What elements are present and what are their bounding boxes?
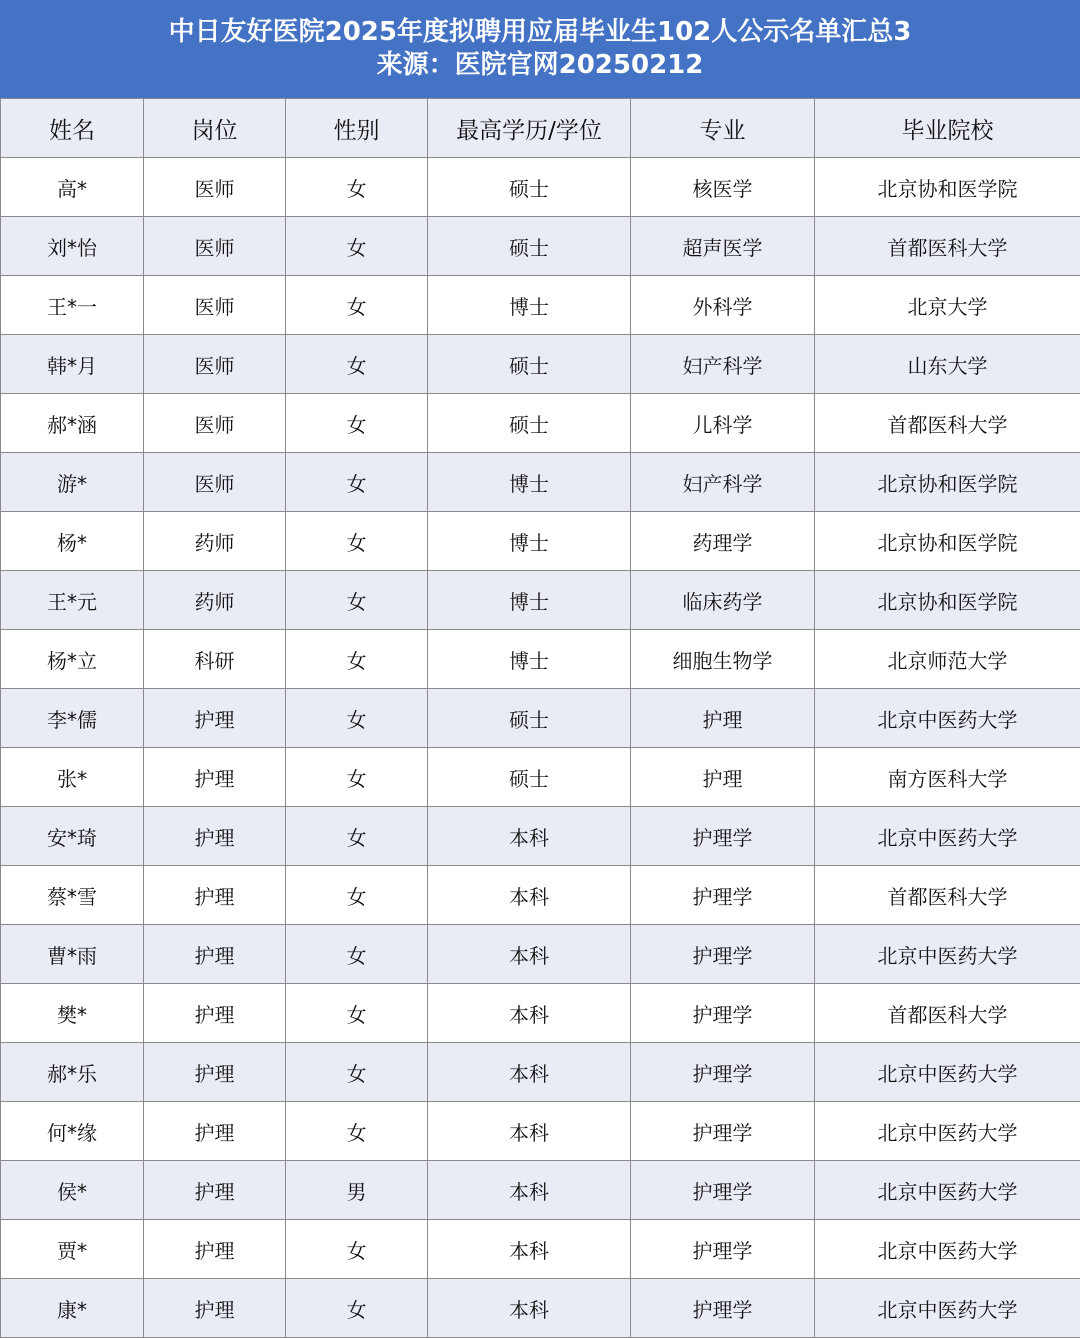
table-row [1,512,1080,571]
cell-degree: 硕士 [428,748,631,807]
cell-name: 王*一 [1,276,144,335]
cell-school: 首都医科大学 [815,217,1080,276]
cell-name: 康* [1,1279,144,1338]
cell-major: 护理 [631,689,815,748]
cell-gender: 女 [286,276,428,335]
table-row [1,158,1080,217]
cell-gender: 女 [286,512,428,571]
cell-major: 护理学 [631,1043,815,1102]
table-row [1,276,1080,335]
cell-school: 北京协和医学院 [815,512,1080,571]
cell-major: 儿科学 [631,394,815,453]
cell-degree: 博士 [428,512,631,571]
cell-gender: 男 [286,1161,428,1220]
cell-position: 护理 [144,1279,286,1338]
column-header-degree: 最高学历/学位 [428,99,631,158]
cell-major: 核医学 [631,158,815,217]
cell-degree: 硕士 [428,689,631,748]
table-row [1,807,1080,866]
cell-gender: 女 [286,630,428,689]
cell-name: 韩*月 [1,335,144,394]
cell-gender: 女 [286,1102,428,1161]
cell-position: 护理 [144,866,286,925]
cell-degree: 硕士 [428,217,631,276]
cell-name: 贾* [1,1220,144,1279]
cell-name: 安*琦 [1,807,144,866]
cell-position: 护理 [144,925,286,984]
cell-school: 北京中医药大学 [815,689,1080,748]
cell-school: 北京中医药大学 [815,1279,1080,1338]
cell-position: 药师 [144,512,286,571]
table-row [1,630,1080,689]
cell-position: 护理 [144,1102,286,1161]
candidate-table [0,98,1080,1338]
table-row [1,689,1080,748]
cell-major: 护理学 [631,866,815,925]
table-row [1,866,1080,925]
cell-major: 超声医学 [631,217,815,276]
cell-name: 游* [1,453,144,512]
cell-school: 北京协和医学院 [815,571,1080,630]
cell-gender: 女 [286,217,428,276]
cell-position: 药师 [144,571,286,630]
cell-gender: 女 [286,394,428,453]
cell-school: 北京中医药大学 [815,1102,1080,1161]
cell-school: 北京中医药大学 [815,1220,1080,1279]
cell-school: 山东大学 [815,335,1080,394]
table-row [1,335,1080,394]
cell-major: 护理学 [631,807,815,866]
cell-school: 北京协和医学院 [815,158,1080,217]
cell-gender: 女 [286,866,428,925]
cell-degree: 博士 [428,571,631,630]
cell-school: 北京师范大学 [815,630,1080,689]
cell-name: 王*元 [1,571,144,630]
cell-major: 护理学 [631,1279,815,1338]
cell-gender: 女 [286,158,428,217]
cell-gender: 女 [286,453,428,512]
cell-position: 护理 [144,1161,286,1220]
cell-degree: 本科 [428,1220,631,1279]
cell-school: 北京中医药大学 [815,925,1080,984]
table-row [1,748,1080,807]
table-row [1,571,1080,630]
cell-name: 郝*涵 [1,394,144,453]
source-line: 来源：医院官网20250212 [377,49,704,82]
cell-school: 北京大学 [815,276,1080,335]
cell-degree: 博士 [428,276,631,335]
cell-school: 北京中医药大学 [815,807,1080,866]
cell-position: 医师 [144,158,286,217]
table-row [1,453,1080,512]
cell-major: 临床药学 [631,571,815,630]
cell-position: 护理 [144,1043,286,1102]
cell-name: 杨* [1,512,144,571]
cell-major: 细胞生物学 [631,630,815,689]
cell-degree: 博士 [428,630,631,689]
cell-position: 医师 [144,394,286,453]
cell-major: 护理学 [631,984,815,1043]
cell-major: 护理学 [631,1102,815,1161]
cell-degree: 本科 [428,925,631,984]
cell-name: 高* [1,158,144,217]
cell-gender: 女 [286,1279,428,1338]
cell-position: 医师 [144,276,286,335]
cell-degree: 本科 [428,1102,631,1161]
cell-gender: 女 [286,689,428,748]
cell-degree: 本科 [428,1279,631,1338]
cell-name: 张* [1,748,144,807]
cell-gender: 女 [286,335,428,394]
table-body [1,158,1080,1338]
cell-degree: 硕士 [428,394,631,453]
cell-gender: 女 [286,748,428,807]
cell-name: 郝*乐 [1,1043,144,1102]
cell-name: 蔡*雪 [1,866,144,925]
cell-name: 樊* [1,984,144,1043]
cell-gender: 女 [286,1220,428,1279]
cell-position: 护理 [144,807,286,866]
cell-position: 科研 [144,630,286,689]
cell-major: 外科学 [631,276,815,335]
cell-name: 杨*立 [1,630,144,689]
cell-position: 医师 [144,217,286,276]
cell-gender: 女 [286,807,428,866]
cell-school: 北京协和医学院 [815,453,1080,512]
table-row [1,1220,1080,1279]
cell-school: 北京中医药大学 [815,1161,1080,1220]
cell-position: 医师 [144,453,286,512]
table-row [1,1043,1080,1102]
cell-name: 刘*怡 [1,217,144,276]
cell-gender: 女 [286,1043,428,1102]
column-header-gender: 性别 [286,99,428,158]
cell-degree: 本科 [428,1043,631,1102]
cell-degree: 硕士 [428,158,631,217]
cell-major: 护理学 [631,1161,815,1220]
cell-school: 首都医科大学 [815,866,1080,925]
cell-school: 首都医科大学 [815,984,1080,1043]
cell-major: 妇产科学 [631,335,815,394]
cell-gender: 女 [286,925,428,984]
cell-degree: 博士 [428,453,631,512]
table-row [1,394,1080,453]
cell-degree: 本科 [428,866,631,925]
cell-school: 北京中医药大学 [815,1043,1080,1102]
cell-degree: 本科 [428,807,631,866]
page-title: 中日友好医院2025年度拟聘用应届毕业生102人公示名单汇总3 [169,16,912,49]
cell-name: 李*儒 [1,689,144,748]
column-header-major: 专业 [631,99,815,158]
cell-position: 护理 [144,689,286,748]
cell-name: 曹*雨 [1,925,144,984]
cell-major: 妇产科学 [631,453,815,512]
column-header-school: 毕业院校 [815,99,1080,158]
cell-major: 护理学 [631,1220,815,1279]
cell-name: 何*缘 [1,1102,144,1161]
cell-gender: 女 [286,984,428,1043]
cell-degree: 本科 [428,984,631,1043]
table-row [1,1102,1080,1161]
column-header-position: 岗位 [144,99,286,158]
header-row [1,99,1080,158]
title-banner [0,0,1080,98]
cell-position: 护理 [144,748,286,807]
table-row [1,1161,1080,1220]
cell-degree: 本科 [428,1161,631,1220]
cell-position: 护理 [144,1220,286,1279]
cell-school: 南方医科大学 [815,748,1080,807]
cell-name: 侯* [1,1161,144,1220]
cell-major: 护理学 [631,925,815,984]
cell-gender: 女 [286,571,428,630]
cell-major: 药理学 [631,512,815,571]
cell-position: 医师 [144,335,286,394]
column-header-name: 姓名 [1,99,144,158]
cell-school: 首都医科大学 [815,394,1080,453]
table-row [1,984,1080,1043]
table-row [1,1279,1080,1338]
table-row [1,925,1080,984]
cell-major: 护理 [631,748,815,807]
cell-position: 护理 [144,984,286,1043]
table-row [1,217,1080,276]
cell-degree: 硕士 [428,335,631,394]
